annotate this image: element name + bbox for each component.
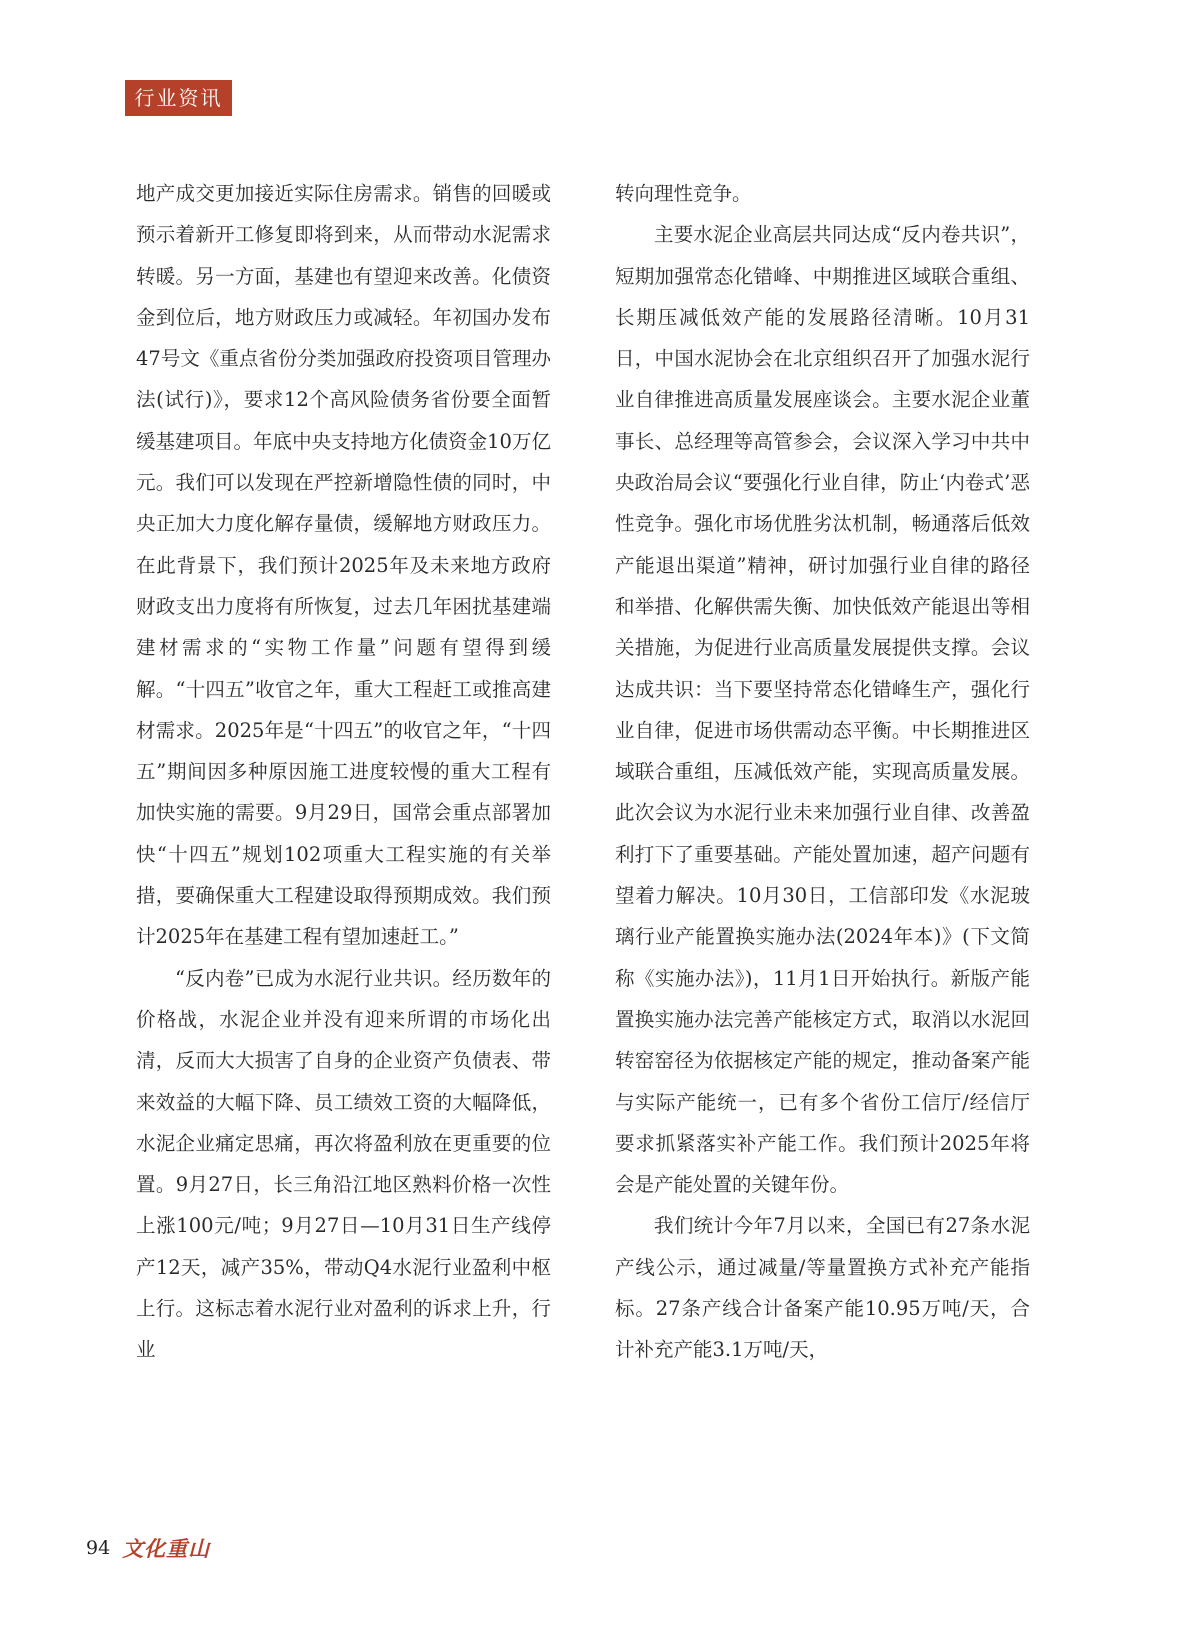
right-column: [615, 173, 1030, 1371]
paragraph: 地产成交更加接近实际住房需求。销售的回暖或预示着新开工修复即将到来，从而带动水泥需求转暖。另一方面，基建也有望迎来改善。化债资金到位后，地方财政压力或减轻。年初国办发布47号文《重点省份分类加强政府投资项目管理办法(试行)》，要求12个高风险债务省份要全面暂缓基建项目。年底中央支持地方化债资金10万亿元。我们可以发现在严控新增隐性债的同时，中央正加大力度化解存量债，缓解地方财政压力。在此背景下，我们预计2025年及未来地方政府财政支出力度将有所恢复，过去几年困扰基建端建材需求的“实物工作量”问题有望得到缓解。“十四五”收官之年，重大工程赶工或推高建材需求。2025年是“十四五”的收官之年，“十四五”期间因多种原因施工进度较慢的重大工程有加快实施的需要。9月29日，国常会重点部署加快“十四五”规划102项重大工程实施的有关举措，要确保重大工程建设取得预期成效。我们预计2025年在基建工程有望加速赶工。”: [136, 182, 551, 949]
paragraph: 转向理性竞争。: [615, 182, 752, 205]
paragraph: 主要水泥企业高层共同达成“反内卷共识”，短期加强常态化错峰、中期推进区域联合重组、长期压减低效产能的发展路径清晰。10月31日，中国水泥协会在北京组织召开了加强水泥行业自律推进高质量发展座谈会。主要水泥企业董事长、总经理等高管参会，会议深入学习中共中央政治局会议“要强化行业自律，防止‘内卷式’恶性竞争。强化市场优胜劣汰机制，畅通落后低效产能退出渠道”精神，研讨加强行业自律的路径和举措、化解供需失衡、加快低效产能退出等相关措施，为促进行业高质量发展提供支撑。会议达成共识：当下要坚持常态化错峰生产，强化行业自律，促进市场供需动态平衡。中长期推进区域联合重组，压减低效产能，实现高质量发展。此次会议为水泥行业未来加强行业自律、改善盈利打下了重要基础。产能处置加速，超产问题有望着力解决。10月30日，工信部印发《水泥玻璃行业产能置换实施办法(2024年本)》(下文简称《实施办法》)，11月1日开始执行。新版产能置换实施办法完善产能核定方式，取消以水泥回转窑窑径为依据核定产能的规定，推动备案产能与实际产能统一，已有多个省份工信厅/经信厅要求抓紧落实补产能工作。我们预计2025年将会是产能处置的关键年份。: [615, 223, 1030, 1197]
paragraph: “反内卷”已成为水泥行业共识。经历数年的价格战，水泥企业并没有迎来所谓的市场化出清，反而大大损害了自身的企业资产负债表、带来效益的大幅下降、员工绩效工资的大幅降低，水泥企业痛定思痛，再次将盈利放在更重要的位置。9月27日，长三角沿江地区熟料价格一次性上涨100元/吨；9月27日—10月31日生产线停产12天，减产35%，带动Q4水泥行业盈利中枢上行。这标志着水泥行业对盈利的诉求上升，行业: [136, 966, 551, 1362]
brand-logo: 文化重山: [122, 1536, 211, 1561]
page-footer: [86, 1533, 210, 1563]
section-tag: 行业资讯: [125, 80, 232, 116]
paragraph: 我们统计今年7月以来，全国已有27条水泥产线公示，通过减量/等量置换方式补充产能指标。27条产线合计备案产能10.95万吨/天，合计补充产能3.1万吨/天，: [615, 1214, 1030, 1362]
page-number: 94: [86, 1537, 111, 1559]
left-column: [136, 173, 551, 1371]
